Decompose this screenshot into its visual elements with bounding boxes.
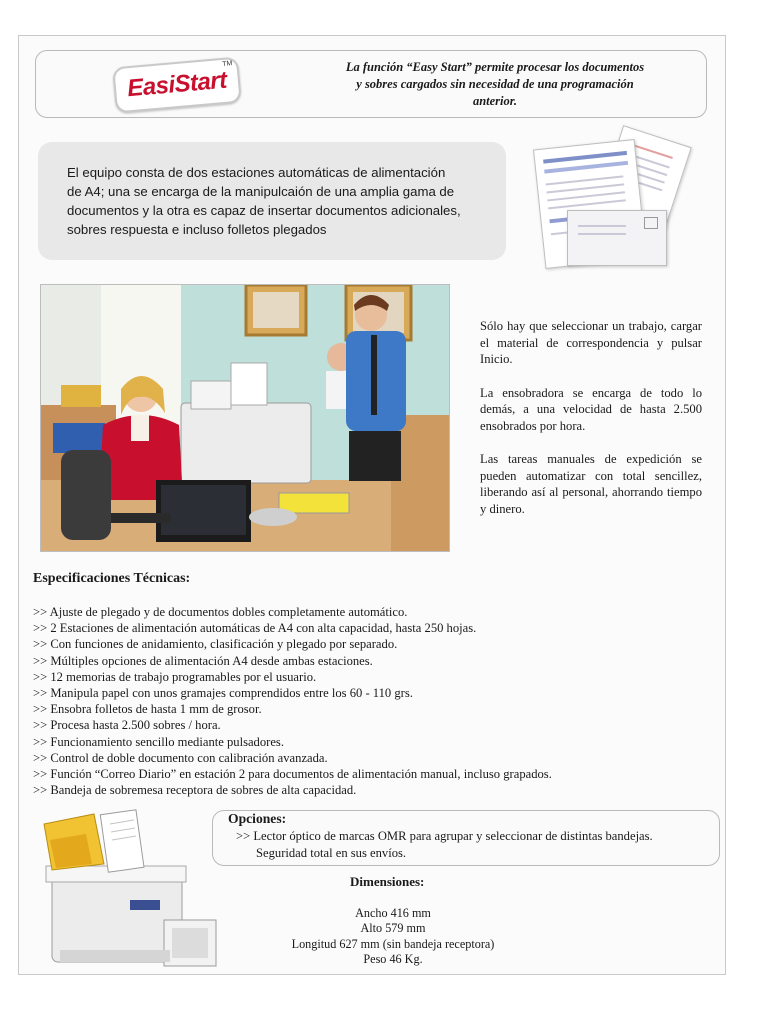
intro-line: de A4; una se encarga de la manipulcaión de una amplia gama de bbox=[67, 184, 455, 199]
specs-list bbox=[33, 604, 723, 798]
envelope bbox=[567, 210, 667, 266]
dimension-item: Ancho 416 mm bbox=[355, 906, 431, 920]
intro-line: sobres respuesta e incluso folletos plegados bbox=[67, 222, 327, 237]
documents-illustration bbox=[535, 130, 695, 280]
spec-item: >> Función “Correo Diario” en estación 2 para documentos de alimentación manual, incluso grapados. bbox=[33, 767, 552, 782]
spec-item: >> 2 Estaciones de alimentación automáticas de A4 con alta capacidad, hasta 250 hojas. bbox=[33, 621, 477, 636]
dimension-item: Alto 579 mm bbox=[360, 921, 426, 936]
intro-text bbox=[67, 163, 479, 239]
dimension-item: Peso 46 Kg. bbox=[363, 951, 423, 966]
dimension-item: Longitud 627 mm (sin bandeja receptora) bbox=[291, 936, 495, 951]
feature-paragraph: Las tareas manuales de expedición se pueden automatizar con total sencillez, liberando así al personal, ahorrando tiempo y dinero. bbox=[480, 452, 702, 516]
spec-item: >> Bandeja de sobremesa receptora de sobres de alta capacidad. bbox=[33, 783, 357, 798]
logo-trademark: TM bbox=[221, 60, 233, 68]
spec-item: >> Procesa hasta 2.500 sobres / hora. bbox=[33, 718, 221, 733]
spec-item: >> Ajuste de plegado y de documentos dobles completamente automático. bbox=[33, 605, 408, 619]
feature-paragraph: Sólo hay que seleccionar un trabajo, cargar el material de correspondencia y pulsar Inicio. bbox=[480, 319, 702, 366]
spec-item: >> Con funciones de anidamiento, clasificación y plegado por separado. bbox=[33, 637, 398, 652]
options-title: Opciones: bbox=[228, 811, 287, 826]
spec-item: >> Control de doble documento con calibración avanzada. bbox=[33, 750, 328, 765]
tagline-line: La función “Easy Start” permite procesar los documentos bbox=[345, 60, 645, 74]
tagline-line: y sobres cargados sin necesidad de una programación bbox=[356, 77, 634, 91]
dimensions-list bbox=[268, 906, 518, 967]
tagline-line: anterior. bbox=[472, 94, 518, 108]
intro-line: documentos y la otra es capaz de insertar documentos adicionales, bbox=[67, 203, 461, 218]
inserter-machine-illustration bbox=[34, 800, 226, 972]
options-text bbox=[236, 828, 716, 862]
spec-item: >> 12 memorias de trabajo programables por el usuario. bbox=[33, 669, 317, 684]
header-tagline bbox=[290, 59, 700, 110]
office-photo bbox=[40, 284, 450, 552]
folding-machine-image bbox=[34, 800, 226, 972]
option-item-continuation: Seguridad total en sus envíos. bbox=[256, 846, 407, 860]
spec-item: >> Múltiples opciones de alimentación A4 desde ambas estaciones. bbox=[33, 653, 373, 668]
office-scene-image bbox=[41, 285, 449, 551]
spec-item: >> Ensobra folletos de hasta 1 mm de grosor. bbox=[33, 702, 262, 717]
spec-item: >> Manipula papel con unos gramajes comprendidos entre los 60 - 110 grs. bbox=[33, 686, 413, 701]
logo-text: EasiStart bbox=[126, 66, 228, 103]
feature-paragraph: La ensobradora se encarga de todo lo demás, a una velocidad de hasta 2.500 ensobrados por hora. bbox=[480, 385, 702, 433]
option-item: >> Lector óptico de marcas OMR para agrupar y seleccionar de distintas bandejas. bbox=[236, 829, 653, 843]
intro-line: El equipo consta de dos estaciones automáticas de alimentación bbox=[67, 165, 446, 180]
dimensions-title: Dimensiones: bbox=[350, 874, 425, 889]
features-text bbox=[480, 318, 702, 534]
stamp-icon bbox=[644, 217, 658, 229]
specs-title: Especificaciones Técnicas: bbox=[33, 571, 191, 586]
spec-item: >> Funcionamiento sencillo mediante pulsadores. bbox=[33, 734, 284, 749]
